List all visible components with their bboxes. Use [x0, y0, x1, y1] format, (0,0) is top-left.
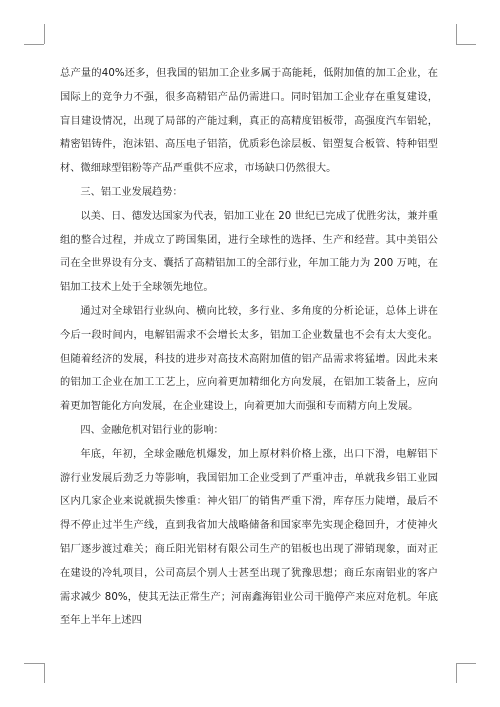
section-heading-financial-crisis: 四、金融危机对铝行业的影响： [80, 424, 224, 436]
paragraph-global-analysis: 通过对全球铝行业纵向、横向比较，多行业、多角度的分析论证，总体上讲在今后一段时间内，电解铝需求不会增长太多，铝加工企业数量也不会有太大变化。但随着经济的发展，科技的进步对高技术高附加值的铝产品需求将猛增。因此未来的铝加工企业在加工工艺上，应向着更加精细化方向发展，在铝加工装备上，应向着更加智能化方向发展，在企业建设上，向着更加大而强和专而精方向上发展。 [60, 305, 438, 413]
paragraph-developed-countries: 以美、日、德发达国家为代表，铝加工业在 20 世纪已完成了优胜劣汰，兼并重组的整合过程，并成立了跨国集团，进行全球性的选择、生产和经营。其中美铝公司在全世界设有分支、囊括了高精铝加工的全部行业，年加工能力为 200 万吨，在铝加工技术上处于全球领先地位。 [60, 210, 438, 294]
paragraph-continuation: 总产量的40%还多，但我国的铝加工企业多属于高能耗，低附加值的加工企业，在国际上的竞争力不强，很多高精铝产品仍需进口。同时铝加工企业存在重复建设，盲目建设情况，出现了局部的产能过剩，真正的高精度铝板带，高强度汽车铝轮，精密铝铸件，泡沫铝、高压电子铝箔，优质彩色涂层板、铝塑复合板管、特种铝型材、微细球型铝粉等产品严重供不应求，市场缺口仍然很大。 [60, 68, 438, 175]
document-body [60, 62, 438, 633]
paragraph-crisis-impact: 年底，年初，全球金融危机爆发，加上原材料价格上涨，出口下滑，电解铝下游行业发展后劲乏力等影响，我国铝加工企业受到了严重冲击，单就我乡铝工业园区内几家企业来说就损失惨重：神火铝厂的销售严重下滑，库存压力陡增，最后不得不停止过半生产线，直到我省加大战略储备和国家率先实现企稳回升，才使神火铝厂逐步渡过难关；商丘阳光铝材有限公司生产的铝板也出现了滞销现象，面对正在建设的冷轧项目，公司高层个别人士甚至出现了犹豫思想；商丘东南铝业的客户需求减少 80%，使其无法正常生产；河南鑫海铝业公司干脆停产来应对危机。年底至年上半年上述四 [60, 448, 438, 627]
section-heading-trends: 三、铝工业发展趋势： [80, 186, 183, 198]
